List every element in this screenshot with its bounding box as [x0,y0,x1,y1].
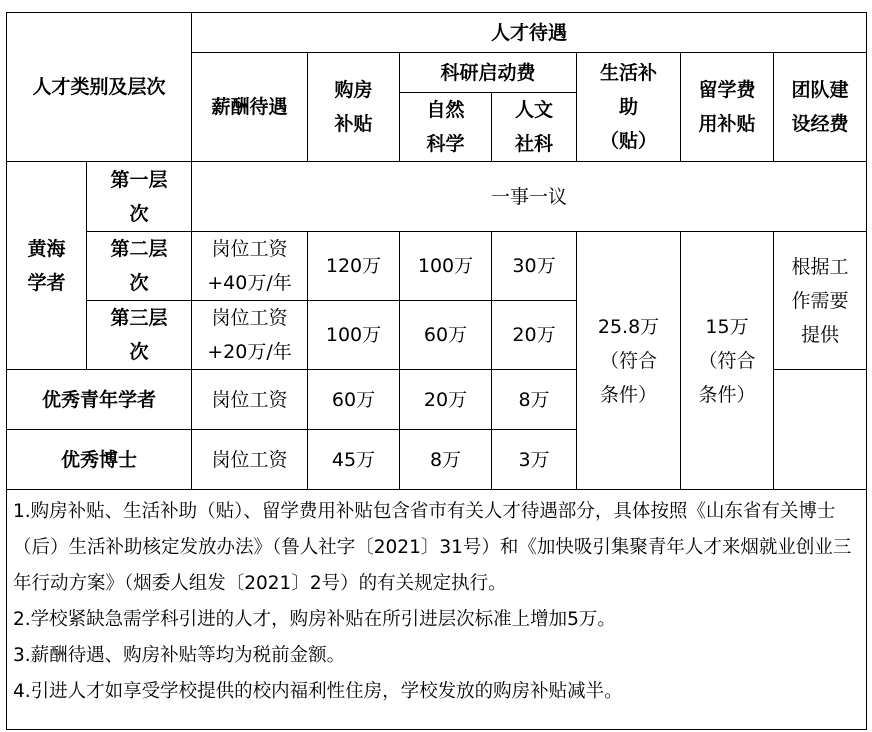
level2-humanities: 30万 [492,232,577,301]
phd-label: 优秀博士 [7,430,192,490]
header-humanities-line2: 社科 [515,133,554,155]
header-team-line2: 设经费 [791,113,849,135]
young-humanities: 8万 [492,370,577,430]
study-value-line2: （符合 [698,349,756,372]
header-natural-science [400,93,492,162]
level2-line2: 次 [129,272,149,294]
team-value-line2: 作需要 [791,289,849,312]
young-scholar-label: 优秀青年学者 [7,370,192,430]
level3-salary [192,301,308,370]
study-value-line3: 条件） [698,383,756,406]
huanghai-line1: 黄海 [27,237,66,260]
header-team [774,53,867,162]
header-living-line2: 助 [619,96,639,118]
young-natural: 20万 [400,370,492,430]
level1-line2: 次 [129,202,149,225]
level2-label [87,232,192,301]
header-natural-line1: 自然 [426,99,465,121]
header-research-fund: 科研启动费 [400,53,577,93]
header-salary: 薪酬待遇 [192,53,308,162]
level1-case-by-case: 一事一议 [192,162,867,232]
level3-humanities: 20万 [492,301,577,370]
level3-housing: 100万 [308,301,400,370]
header-talent-category: 人才类别及层次 [7,13,192,162]
phd-salary: 岗位工资 [192,430,308,490]
level1-line1: 第一层 [110,168,168,191]
header-study-line1: 留学费 [698,79,756,101]
team-fund-value [774,232,867,370]
living-subsidy-value [577,232,681,490]
notes-cell [7,490,867,730]
team-fund-empty [774,370,867,490]
young-salary: 岗位工资 [192,370,308,430]
level2-natural: 100万 [400,232,492,301]
level3-salary-line2: +20万/年 [207,341,292,363]
study-value-line1: 15万 [705,315,749,338]
phd-housing: 45万 [308,430,400,490]
benefits-document [6,12,866,730]
note-2: 2.学校紧缺急需学科引进的人才，购房补贴在所引进层次标准上增加5万。 [13,609,616,630]
note-3: 3.薪酬待遇、购房补贴等均为税前金额。 [13,645,346,666]
team-value-line3: 提供 [801,323,840,346]
header-talent-benefits: 人才待遇 [192,13,867,53]
huanghai-scholar-label [7,162,87,370]
living-value-line2: （符合 [600,349,658,372]
header-housing-line1: 购房 [334,79,373,101]
note-1: 1.购房补贴、生活补助（贴）、留学费用补贴包含省市有关人才待遇部分，具体按照《山东省有关博士（后）生活补助核定发放办法》（鲁人社字〔2021〕31号）和《加快吸引集聚青年人才来烟就业创业三年行动方案》（烟委人组发〔2021〕2号）的有关规定执行。 [13,501,852,594]
huanghai-line2: 学者 [27,271,66,294]
header-housing [308,53,400,162]
header-housing-line2: 补贴 [334,113,373,135]
phd-humanities: 3万 [492,430,577,490]
living-value-line1: 25.8万 [597,315,660,338]
level2-salary [192,232,308,301]
header-humanities [492,93,577,162]
phd-natural: 8万 [400,430,492,490]
header-natural-line2: 科学 [426,133,465,155]
header-living-line1: 生活补 [600,62,658,84]
level2-line1: 第二层 [110,238,168,260]
level2-salary-line2: +40万/年 [207,272,292,294]
level2-salary-line1: 岗位工资 [211,238,288,260]
header-living-line3: （贴） [600,130,658,152]
living-value-line3: 条件） [600,383,658,406]
note-4: 4.引进人才如享受学校提供的校内福利性住房，学校发放的购房补贴减半。 [13,681,623,702]
level3-natural: 60万 [400,301,492,370]
study-abroad-value [681,232,774,490]
header-study-line2: 用补贴 [698,113,756,135]
young-housing: 60万 [308,370,400,430]
header-study-abroad [681,53,774,162]
header-living [577,53,681,162]
level3-line2: 次 [129,341,149,363]
team-value-line1: 根据工 [791,255,849,278]
header-humanities-line1: 人文 [515,99,554,121]
talent-benefits-table [6,12,867,730]
level1-label [87,162,192,232]
level3-salary-line1: 岗位工资 [211,307,288,329]
header-team-line1: 团队建 [791,79,849,101]
level3-line1: 第三层 [110,307,168,329]
level3-label [87,301,192,370]
level2-housing: 120万 [308,232,400,301]
